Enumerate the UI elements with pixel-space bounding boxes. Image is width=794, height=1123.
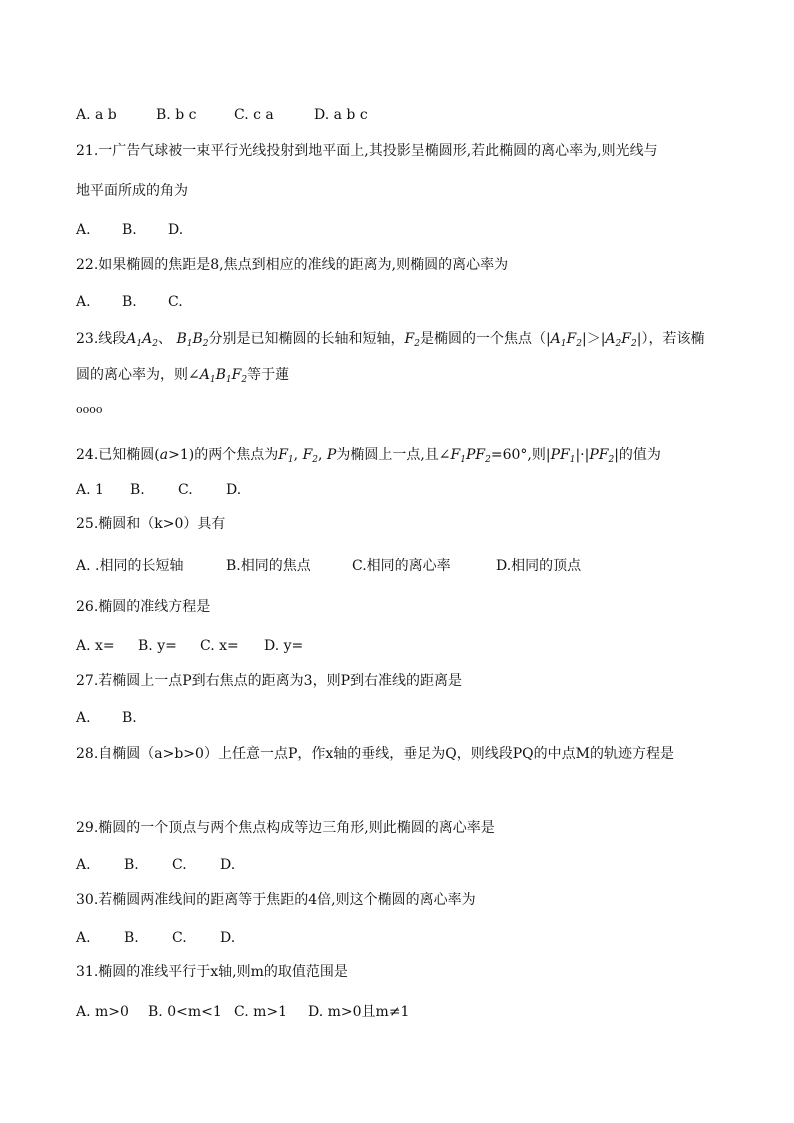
q29-options [76,856,734,874]
q30-option-b: B. [124,930,139,946]
q31-text: 31.椭圆的准线平行于x轴,则m的取值范围是 [76,964,348,980]
q24-text-e: =60°,则| [490,447,551,463]
q29-option-a: A. [76,857,91,873]
q23-segment-b1b2: $B_1B_2$ [176,331,209,349]
q24-text-f: |·| [575,447,590,463]
q23-mid: 分别是已知椭圆的长轴和短轴， [208,331,405,347]
q20-option-a: A. a b [76,107,117,123]
q23-text-line1: 23.线段$A_1A_2$、 $B_1B_2$分别是已知椭圆的长轴和短轴，$F_2$是椭圆的一个焦点$(|A_1F_2|>|A_2F_2|)$，若该椭 [76,331,705,349]
q24-options [76,481,734,499]
q23-line2-suffix: 等于蓮 [247,367,290,383]
q26-options [76,637,734,655]
q25-option-c: C.相同的离心率 [352,558,451,574]
q26-option-c: C. x= [200,638,239,654]
q23-prefix: 23.线段 [76,331,127,347]
q25-text: 25.椭圆和（k>0）具有 [76,516,226,532]
q29-option-d: D. [220,857,236,873]
q24-text-c: >1)的两个焦点为 [168,447,279,463]
q26-option-d: D. y= [264,638,304,654]
q23-suffix: ），若该椭 [641,331,705,347]
q23-text-line3: oooo [76,403,103,416]
q20-options [76,106,734,124]
q23-text-line2 [76,366,734,389]
q31-options [76,1003,734,1021]
q28-text: 28.自椭圆（a>b>0）上任意一点P，作x轴的垂线，垂足为Q，则线段PQ的中点M的轨迹方程是 [76,746,674,762]
q24-text: 24.已知椭圆(a>1)的两个焦点为$F_1$, $F_2$, P为椭圆上一点,且$\angle F_1PF_2=60^\circ$,则$|PF_1|\cdot|PF_2|$的值为 [76,447,661,465]
q26-option-b: B. y= [138,638,177,654]
q30-option-d: D. [220,930,236,946]
q25-option-d: D.相同的顶点 [496,558,582,574]
q30-option-c: C. [172,930,187,946]
q21-option-a: A. [76,222,91,238]
q23-mid2: 是椭圆的一个焦点（ [419,331,546,347]
q29-option-c: C. [172,857,187,873]
q31-option-a: A. m>0 [76,1004,129,1020]
q22-text: 22.如果椭圆的焦距是8,焦点到相应的准线的距离为,则椭圆的离心率为 [76,257,509,273]
q24-option-b: B. [130,482,145,498]
q24-option-a: A. 1 [76,482,104,498]
q30-text: 30.若椭圆两准线间的距离等于焦距的4倍,则这个椭圆的离心率为 [76,892,476,908]
q20-option-c: C. c a [234,107,274,123]
q27-options [76,709,734,727]
q31-option-d: D. m>0且m≠1 [308,1004,410,1020]
q25-option-a: A. .相同的长短轴 [76,558,184,574]
q24-text-g: |的值为 [614,447,661,463]
q21-option-d: D. [168,222,184,238]
q23-line2-text: 圆的离心率为，则∠ [76,367,200,383]
q29-text: 29.椭圆的一个顶点与两个焦点构成等边三角形,则此椭圆的离心率是 [76,820,495,836]
q27-text: 27.若椭圆上一点P到右焦点的距离为3，则P到右准线的距离是 [76,673,463,689]
q25-options [76,557,734,575]
q31-option-b: B. 0<m<1 [148,1004,222,1020]
q27-option-a: A. [76,710,91,726]
q21-options [76,221,734,239]
q30-options [76,929,734,947]
q20-option-b: B. b c [156,107,197,123]
q26-option-a: A. x= [76,638,115,654]
q26-text: 26.椭圆的准线方程是 [76,599,211,615]
q25-option-b: B.相同的焦点 [226,558,311,574]
q24-option-c: C. [178,482,193,498]
q22-options [76,293,734,311]
q21-text-line1: 21.一广告气球被一束平行光线投射到地平面上,其投影呈椭圆形,若此椭圆的离心率为,则光线与 [76,143,658,159]
q23-segment-a1a2: $A_1A_2$ [126,331,158,349]
q24-text-d: 为椭圆上一点,且∠ [336,447,451,463]
q30-option-a: A. [76,930,91,946]
q29-option-b: B. [124,857,139,873]
q27-option-b: B. [122,710,137,726]
q24-text-a: 24.已知椭圆( [76,447,160,463]
q24-var-a: a [159,447,169,463]
q31-option-c: C. m>1 [234,1004,288,1020]
q24-option-d: D. [226,482,242,498]
q20-option-d: D. a b c [314,107,368,123]
q21-text-line2: 地平面所成的角为 [76,183,188,199]
q23-angle-points: $A_1B_1F_2$ [199,367,248,385]
q22-option-a: A. [76,294,91,310]
q22-option-c: C. [168,294,183,310]
q23-focus-f2: $F_2$ [404,331,420,349]
q21-option-b: B. [122,222,137,238]
q22-option-b: B. [122,294,137,310]
